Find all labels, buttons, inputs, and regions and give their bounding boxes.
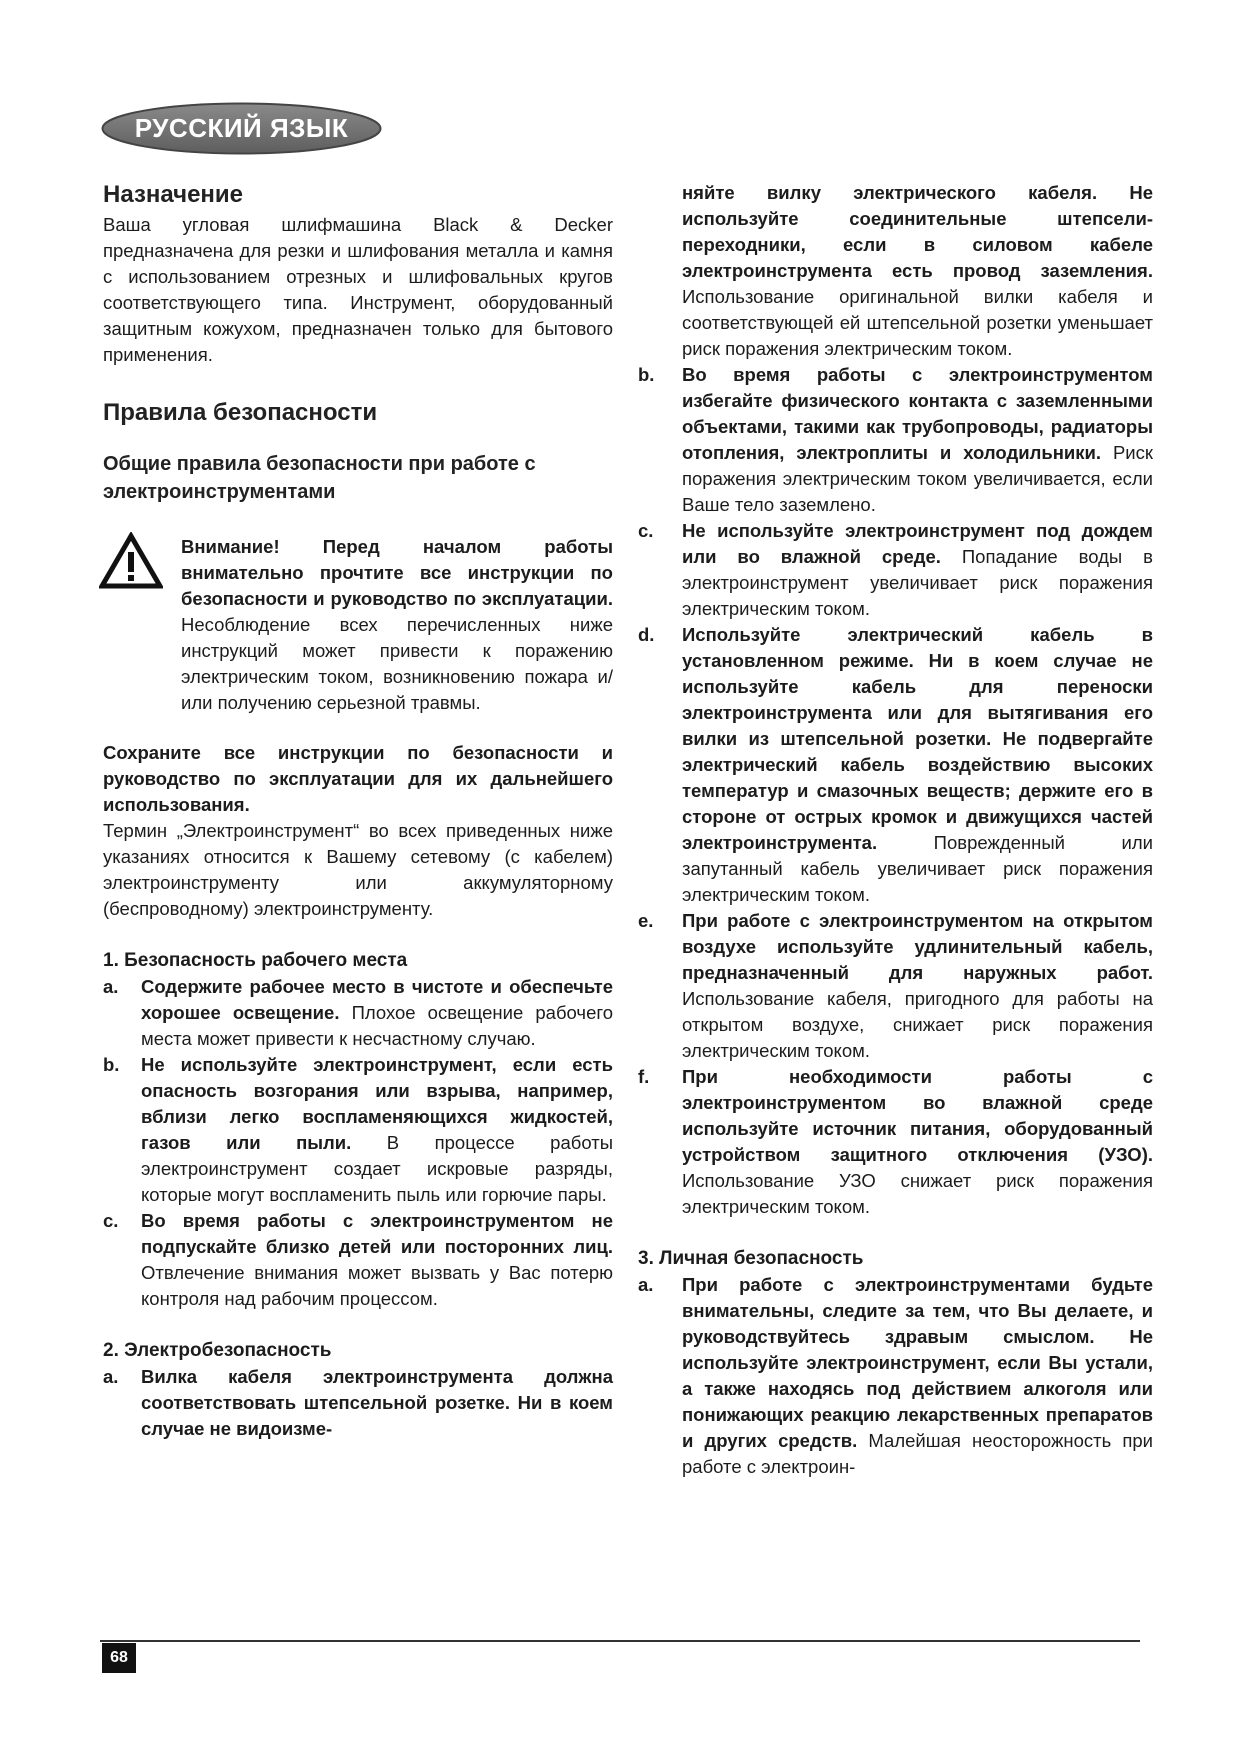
section-3-title: 3. Личная безопасность — [638, 1248, 864, 1269]
general-safety-heading: Общие правила безопасности при работе с электроинструментами — [103, 453, 536, 503]
save-instructions — [103, 740, 613, 818]
warning-bold: Внимание! Перед началом работы внимательно прочтите все инструкции по безопасности и руководство по эксплуатации. — [181, 536, 613, 609]
item-text: Плохое освещение рабочего места может привести к несчастному случаю. — [141, 1002, 613, 1049]
list-item — [638, 362, 1153, 518]
list-item — [638, 1272, 1153, 1480]
item-bold: Содержите рабочее место в чистоте и обеспечьте хорошее освещение. — [141, 976, 613, 1023]
item-text: Поврежденный или запутанный кабель увеличивает риск поражения электрическим током. — [682, 832, 1153, 905]
item-text: Использование оригинальной вилки кабеля и соответствующей ей штепсельной розетки уменьшает риск поражения электрическим током. — [682, 286, 1153, 359]
section-1-title: 1. Безопасность рабочего места — [103, 950, 408, 971]
save-bold: Сохраните все инструкции по безопасности и руководство по эксплуатации для их дальнейшего использования. — [103, 742, 613, 815]
item-bold: Не используйте электроинструмент под дождем или во влажной среде. — [682, 520, 1153, 567]
item-bold: Во время работы с электроинструментом не подпускайте близко детей или посторонних лиц. — [141, 1210, 613, 1257]
list-item — [103, 1364, 613, 1442]
term-text: Термин „Электроинструмент“ во всех приведенных ниже указаниях относится к Вашему сетевому (с кабелем) электроинструменту или аккумуляторному (беспроводному) электроинструменту. — [103, 820, 613, 919]
item-text: Попадание воды в электроинструмент увеличивает риск поражения электрическим током. — [682, 546, 1153, 619]
item-label: f. — [638, 1066, 650, 1087]
item-label: a. — [103, 1366, 119, 1387]
footer-rule — [100, 1640, 1140, 1642]
item-text: В процессе работы электроинструмент создает искровые разряды, которые могут воспламенить пыль или горючие пары. — [141, 1132, 613, 1205]
item-text: Использование УЗО снижает риск поражения электрическим током. — [682, 1170, 1153, 1217]
item-text: Использование кабеля, пригодного для работы на открытом воздухе, снижает риск поражения электрическим током. — [682, 988, 1153, 1061]
right-column — [638, 180, 1153, 1480]
item-bold: Вилка кабеля электроинструмента должна соответствовать штепсельной розетке. Ни в коем случае не видоизме- — [141, 1366, 613, 1439]
item-label: a. — [638, 1274, 654, 1295]
item-label: b. — [103, 1054, 120, 1075]
item-label: b. — [638, 364, 655, 385]
list-item — [638, 180, 1153, 362]
warning-triangle-icon — [99, 532, 163, 590]
list-item — [638, 622, 1153, 908]
purpose-text: Ваша угловая шлифмашина Black & Decker предназначена для резки и шлифования металла и камня с использованием отрезных и шлифовальных кругов соответствующего типа. Инструмент, оборудованный защитным кожухом, предназначен только для бытового применения. — [103, 214, 613, 365]
item-label: e. — [638, 910, 654, 931]
list-item — [103, 974, 613, 1052]
item-bold: Не используйте электроинструмент, если есть опасность возгорания или взрыва, например, вблизи легко воспламеняющихся жидкостей, газов или пыли. — [141, 1054, 613, 1153]
warning-text — [181, 534, 613, 716]
language-badge-label: РУССКИЙ ЯЗЫК — [134, 113, 349, 143]
item-bold: При необходимости работы с электроинструментом во влажной среде используйте источник питания, оборудованный устройством защитного отключения (УЗО). — [682, 1066, 1153, 1165]
warning-block — [103, 534, 613, 716]
item-bold: При работе с электроинструментом на открытом воздухе используйте удлинительный кабель, предназначенный для наружных работ. — [682, 910, 1153, 983]
warning-normal: Несоблюдение всех перечисленных ниже инструкций может привести к поражению электрическим током, возникновению пожара и/или получению серьезной травмы. — [181, 614, 613, 713]
item-label: c. — [103, 1210, 119, 1231]
item-text: Отвлечение внимания может вызвать у Вас потерю контроля над рабочим процессом. — [141, 1262, 613, 1309]
item-label: c. — [638, 520, 654, 541]
list-item — [638, 1064, 1153, 1220]
item-bold: няйте вилку электрического кабеля. Не используйте соединительные штепсели-переходники, если в силовом кабеле электроинструмента есть провод заземления. — [682, 182, 1153, 281]
item-bold: Во время работы с электроинструментом избегайте физического контакта с заземленными объектами, такими как трубопроводы, радиаторы отопления, электроплиты и холодильники. — [682, 364, 1153, 463]
language-badge — [100, 100, 383, 157]
section-2-title: 2. Электробезопасность — [103, 1340, 332, 1361]
item-bold: Используйте электрический кабель в установленном режиме. Ни в коем случае не используйте кабель для переноски электроинструмента или для вытягивания его вилки из штепсельной розетки. Не подвергайте электрический кабель воздействию высоких температур и смазочных веществ; держите его в стороне от острых кромок и движущихся частей электроинструмента. — [682, 624, 1153, 853]
item-text: Риск поражения электрическим током увеличивается, если Ваше тело заземлено. — [682, 442, 1153, 515]
list-item — [638, 518, 1153, 622]
item-text: Малейшая неосторожность при работе с электроин- — [682, 1430, 1153, 1477]
left-column — [103, 180, 613, 1442]
item-label: d. — [638, 624, 655, 645]
purpose-heading: Назначение — [103, 181, 244, 208]
page-number: 68 — [102, 1643, 136, 1673]
item-bold: При работе с электроинструментами будьте внимательны, следите за тем, что Вы делаете, и руководствуйтесь здравым смыслом. Не используйте электроинструмент, если Вы устали, а также находясь под действием алкоголя или понижающих реакцию лекарственных препаратов и других средств. — [682, 1274, 1153, 1451]
list-item — [103, 1052, 613, 1208]
item-label: a. — [103, 976, 119, 997]
safety-heading: Правила безопасности — [103, 399, 378, 426]
list-item — [103, 1208, 613, 1312]
list-item — [638, 908, 1153, 1064]
